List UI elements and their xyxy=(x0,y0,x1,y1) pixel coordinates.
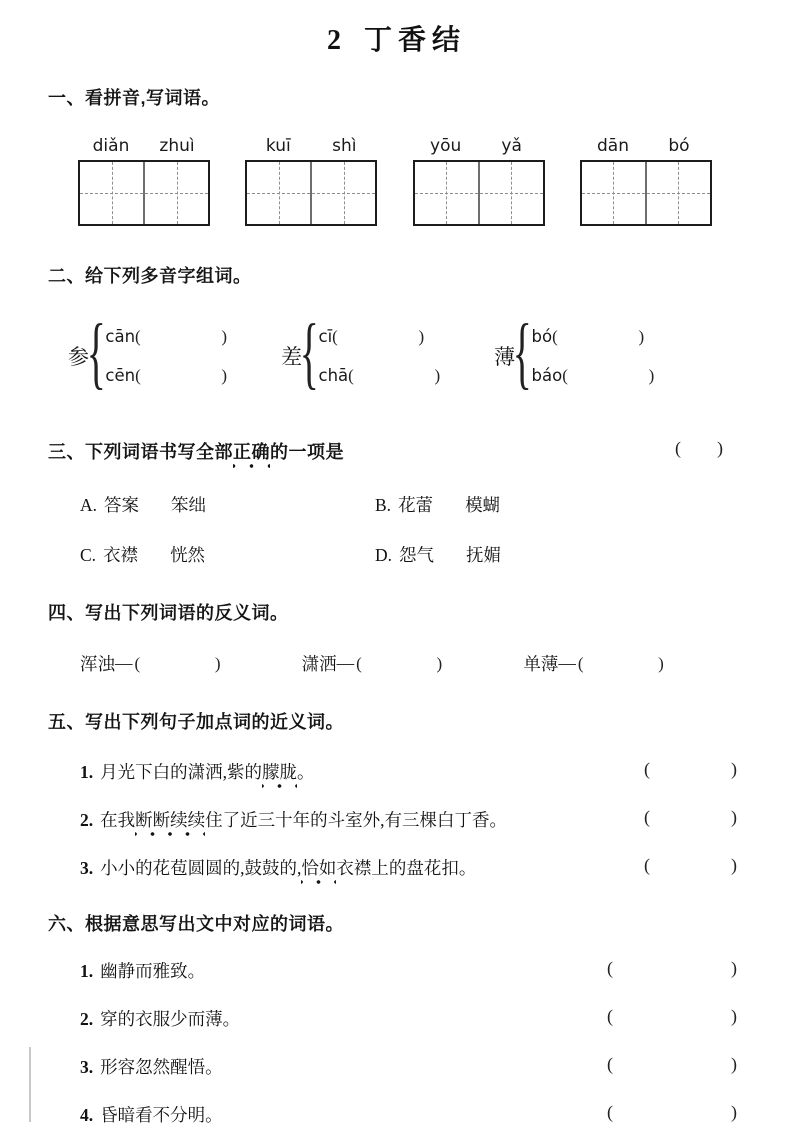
heading-text: 的一项是 xyxy=(270,442,344,462)
paren-close: ) xyxy=(731,1102,737,1122)
option-word: 答案 xyxy=(104,495,140,515)
sentence xyxy=(80,759,315,784)
reading-pinyin: cēn xyxy=(105,366,136,385)
paren-open: ( xyxy=(607,1054,613,1074)
pinyin-syllable: dān xyxy=(596,136,629,156)
option-d[interactable] xyxy=(375,542,501,567)
emphasized-word: 断断续续 xyxy=(135,810,205,837)
antonym-word: 浑浊 xyxy=(80,654,115,674)
pinyin-syllable: kuī xyxy=(265,136,291,156)
pinyin-writing-group xyxy=(413,136,545,226)
option-word: 笨绌 xyxy=(171,495,207,515)
paren-close: ) xyxy=(731,958,737,978)
definition xyxy=(80,1102,223,1127)
writing-cell[interactable] xyxy=(143,162,208,224)
option-label: D. xyxy=(375,545,393,565)
definition xyxy=(80,1054,223,1079)
lesson-title: 丁香结 xyxy=(363,24,466,55)
polyphone-group xyxy=(494,309,655,397)
writing-grid xyxy=(78,160,210,226)
paren-open: ( xyxy=(348,365,354,385)
paren-open: ( xyxy=(135,326,141,346)
paren-open: ( xyxy=(135,365,141,385)
polyphone-character: 薄 xyxy=(494,345,516,369)
answer-blank[interactable] xyxy=(356,654,442,674)
item-number: 2. xyxy=(80,1009,94,1029)
paren-close: ) xyxy=(214,653,221,673)
heading-text: 三、下列词语书写全部 xyxy=(48,442,233,462)
paren-close: ) xyxy=(221,326,228,346)
section-3-heading xyxy=(48,438,344,464)
sentence-text: 。 xyxy=(297,762,315,782)
pinyin-syllable: bó xyxy=(668,136,690,156)
option-word: 衣襟 xyxy=(103,545,139,565)
pinyin-syllable: yǎ xyxy=(501,136,522,156)
answer-blank[interactable] xyxy=(607,1054,737,1075)
antonym-row xyxy=(48,651,745,676)
item-number: 3. xyxy=(80,1057,94,1077)
pinyin-labels xyxy=(245,136,377,156)
reading-pinyin: báo xyxy=(531,366,563,385)
paren-open: ( xyxy=(562,365,568,385)
answer-blank[interactable] xyxy=(644,759,737,780)
definition xyxy=(80,958,205,983)
question-item xyxy=(48,759,745,784)
section-4-heading: 四、写出下列词语的反义词。 xyxy=(48,603,289,623)
answer-blank[interactable] xyxy=(607,1102,737,1123)
brace-glyph: { xyxy=(299,309,319,397)
pinyin-labels xyxy=(413,136,545,156)
pinyin-writing-group xyxy=(78,136,210,226)
lesson-number: 2 xyxy=(326,25,342,56)
definition xyxy=(80,1006,240,1031)
answer-blank[interactable] xyxy=(607,958,737,979)
pinyin-syllable: zhuì xyxy=(159,136,195,156)
option-word: 花蕾 xyxy=(398,495,434,515)
antonym-item xyxy=(523,651,745,676)
page-title xyxy=(48,18,745,58)
pinyin-writing-row xyxy=(78,136,712,226)
heading-emphasized-text: 正确 xyxy=(233,442,270,469)
writing-grid xyxy=(413,160,545,226)
dash: — xyxy=(115,653,133,673)
sentence-text: 住了近三十年的斗室外,有三棵白丁香。 xyxy=(205,810,507,830)
paren-close: ) xyxy=(731,1054,737,1074)
writing-cell[interactable] xyxy=(478,162,543,224)
option-a[interactable] xyxy=(80,492,375,517)
reading-pinyin: chā xyxy=(318,366,349,385)
paren-close: ) xyxy=(731,759,737,779)
paren-open: ( xyxy=(607,1006,613,1026)
answer-blank[interactable] xyxy=(675,438,723,459)
section-6-heading: 六、根据意思写出文中对应的词语。 xyxy=(48,914,344,934)
pinyin-labels xyxy=(580,136,712,156)
polyphone-character: 参 xyxy=(68,345,89,369)
answer-blank[interactable] xyxy=(644,855,737,876)
paren-close: ) xyxy=(731,807,737,827)
paren-open: ( xyxy=(644,759,650,779)
answer-blank[interactable] xyxy=(552,327,644,347)
reading-line xyxy=(319,327,441,347)
writing-cell[interactable] xyxy=(582,162,645,224)
reading-line xyxy=(105,327,227,347)
section-5-heading: 五、写出下列句子加点词的近义词。 xyxy=(48,712,344,732)
paren-open: ( xyxy=(644,807,650,827)
paren-open: ( xyxy=(332,326,338,346)
definition-text: 昏暗看不分明。 xyxy=(100,1105,223,1125)
item-number: 1. xyxy=(80,762,94,782)
pinyin-writing-group xyxy=(245,136,377,226)
polyphone-row xyxy=(68,310,745,402)
polyphone-group xyxy=(281,309,441,397)
pinyin-syllable: diǎn xyxy=(92,136,130,156)
paren-open: ( xyxy=(675,438,681,458)
section-2-heading: 二、给下列多音字组词。 xyxy=(48,266,252,286)
sentence-text: 小小的花苞圆圆的,鼓鼓的, xyxy=(100,858,302,878)
writing-cell[interactable] xyxy=(247,162,310,224)
option-row xyxy=(48,492,745,517)
paren-open: ( xyxy=(607,1102,613,1122)
writing-grid xyxy=(580,160,712,226)
option-label: A. xyxy=(80,495,98,515)
emphasized-word: 恰如 xyxy=(301,858,336,885)
brace-glyph: { xyxy=(512,309,532,397)
option-row xyxy=(48,542,745,567)
answer-blank[interactable] xyxy=(644,807,737,828)
writing-cell[interactable] xyxy=(310,162,375,224)
paren-open: ( xyxy=(134,653,141,673)
section-3-heading-row xyxy=(48,438,745,464)
answer-blank[interactable] xyxy=(332,327,424,347)
pinyin-writing-group xyxy=(580,136,712,226)
paren-close: ) xyxy=(436,653,443,673)
paren-close: ) xyxy=(648,365,655,385)
paren-open: ( xyxy=(356,653,362,673)
item-number: 4. xyxy=(80,1105,94,1125)
paren-close: ) xyxy=(658,653,664,673)
sentence xyxy=(80,807,507,832)
paren-close: ) xyxy=(638,326,645,346)
sentence-text: 衣襟上的盘花扣。 xyxy=(336,858,477,878)
paren-open: ( xyxy=(552,326,558,346)
option-c[interactable] xyxy=(80,542,375,567)
answer-blank[interactable] xyxy=(135,327,227,347)
option-word: 怨气 xyxy=(399,545,435,565)
polyphone-character: 差 xyxy=(281,345,303,369)
answer-blank[interactable] xyxy=(348,366,440,386)
dash: — xyxy=(336,653,355,673)
answer-blank[interactable] xyxy=(135,366,227,386)
reading-line xyxy=(532,366,655,386)
writing-cell[interactable] xyxy=(80,162,143,224)
reading-pinyin: cī xyxy=(318,327,333,346)
reading-line xyxy=(532,327,655,347)
paren-open: ( xyxy=(577,653,584,673)
item-number: 3. xyxy=(80,858,94,878)
antonym-item xyxy=(80,651,302,676)
scan-edge-artifact xyxy=(29,1047,31,1122)
sentence-text: 在我 xyxy=(100,810,136,830)
item-number: 1. xyxy=(80,961,94,981)
answer-blank[interactable] xyxy=(578,654,664,674)
question-item xyxy=(48,855,745,880)
answer-blank[interactable] xyxy=(562,366,654,386)
antonym-word: 潇洒 xyxy=(301,654,337,674)
answer-blank[interactable] xyxy=(135,654,221,674)
readings xyxy=(319,327,441,386)
reading-line xyxy=(319,366,441,386)
emphasized-word: 朦胧 xyxy=(262,762,297,789)
pinyin-syllable: shì xyxy=(332,136,357,156)
paren-close: ) xyxy=(418,326,425,346)
paren-open: ( xyxy=(644,855,650,875)
paren-close: ) xyxy=(731,1006,737,1026)
antonym-item xyxy=(302,651,524,676)
option-b[interactable] xyxy=(375,492,500,517)
reading-pinyin: cān xyxy=(105,327,136,346)
question-item xyxy=(48,1006,745,1031)
paren-close: ) xyxy=(434,365,441,385)
definition-text: 穿的衣服少而薄。 xyxy=(100,1009,241,1029)
paren-open: ( xyxy=(607,958,613,978)
sentence-text: 月光下白的潇洒,紫的 xyxy=(100,762,262,782)
item-number: 2. xyxy=(80,810,94,830)
brace-glyph: { xyxy=(86,309,106,397)
answer-blank[interactable] xyxy=(607,1006,737,1027)
writing-grid xyxy=(245,160,377,226)
option-word: 抚媚 xyxy=(466,545,502,565)
writing-cell[interactable] xyxy=(645,162,710,224)
question-item xyxy=(48,958,745,983)
paren-close: ) xyxy=(717,438,723,458)
definition-text: 形容忽然醒悟。 xyxy=(100,1057,223,1077)
readings xyxy=(532,327,655,386)
pinyin-labels xyxy=(78,136,210,156)
dash: — xyxy=(558,653,576,673)
question-item xyxy=(48,1102,745,1127)
writing-cell[interactable] xyxy=(415,162,478,224)
option-word: 恍然 xyxy=(170,545,206,565)
option-word: 模蝴 xyxy=(465,495,501,515)
paren-close: ) xyxy=(221,365,228,385)
antonym-word: 单薄 xyxy=(523,654,559,674)
paren-close: ) xyxy=(731,855,737,875)
readings xyxy=(105,327,227,386)
pinyin-syllable: yōu xyxy=(430,136,462,156)
question-item xyxy=(48,807,745,832)
definition-text: 幽静而雅致。 xyxy=(100,961,206,981)
sentence xyxy=(80,855,476,880)
question-item xyxy=(48,1054,745,1079)
reading-line xyxy=(105,366,227,386)
option-label: C. xyxy=(80,545,97,565)
option-label: B. xyxy=(375,495,392,515)
reading-pinyin: bó xyxy=(531,327,553,346)
polyphone-group xyxy=(68,309,228,397)
section-1-heading: 一、看拼音,写词语。 xyxy=(48,88,221,108)
